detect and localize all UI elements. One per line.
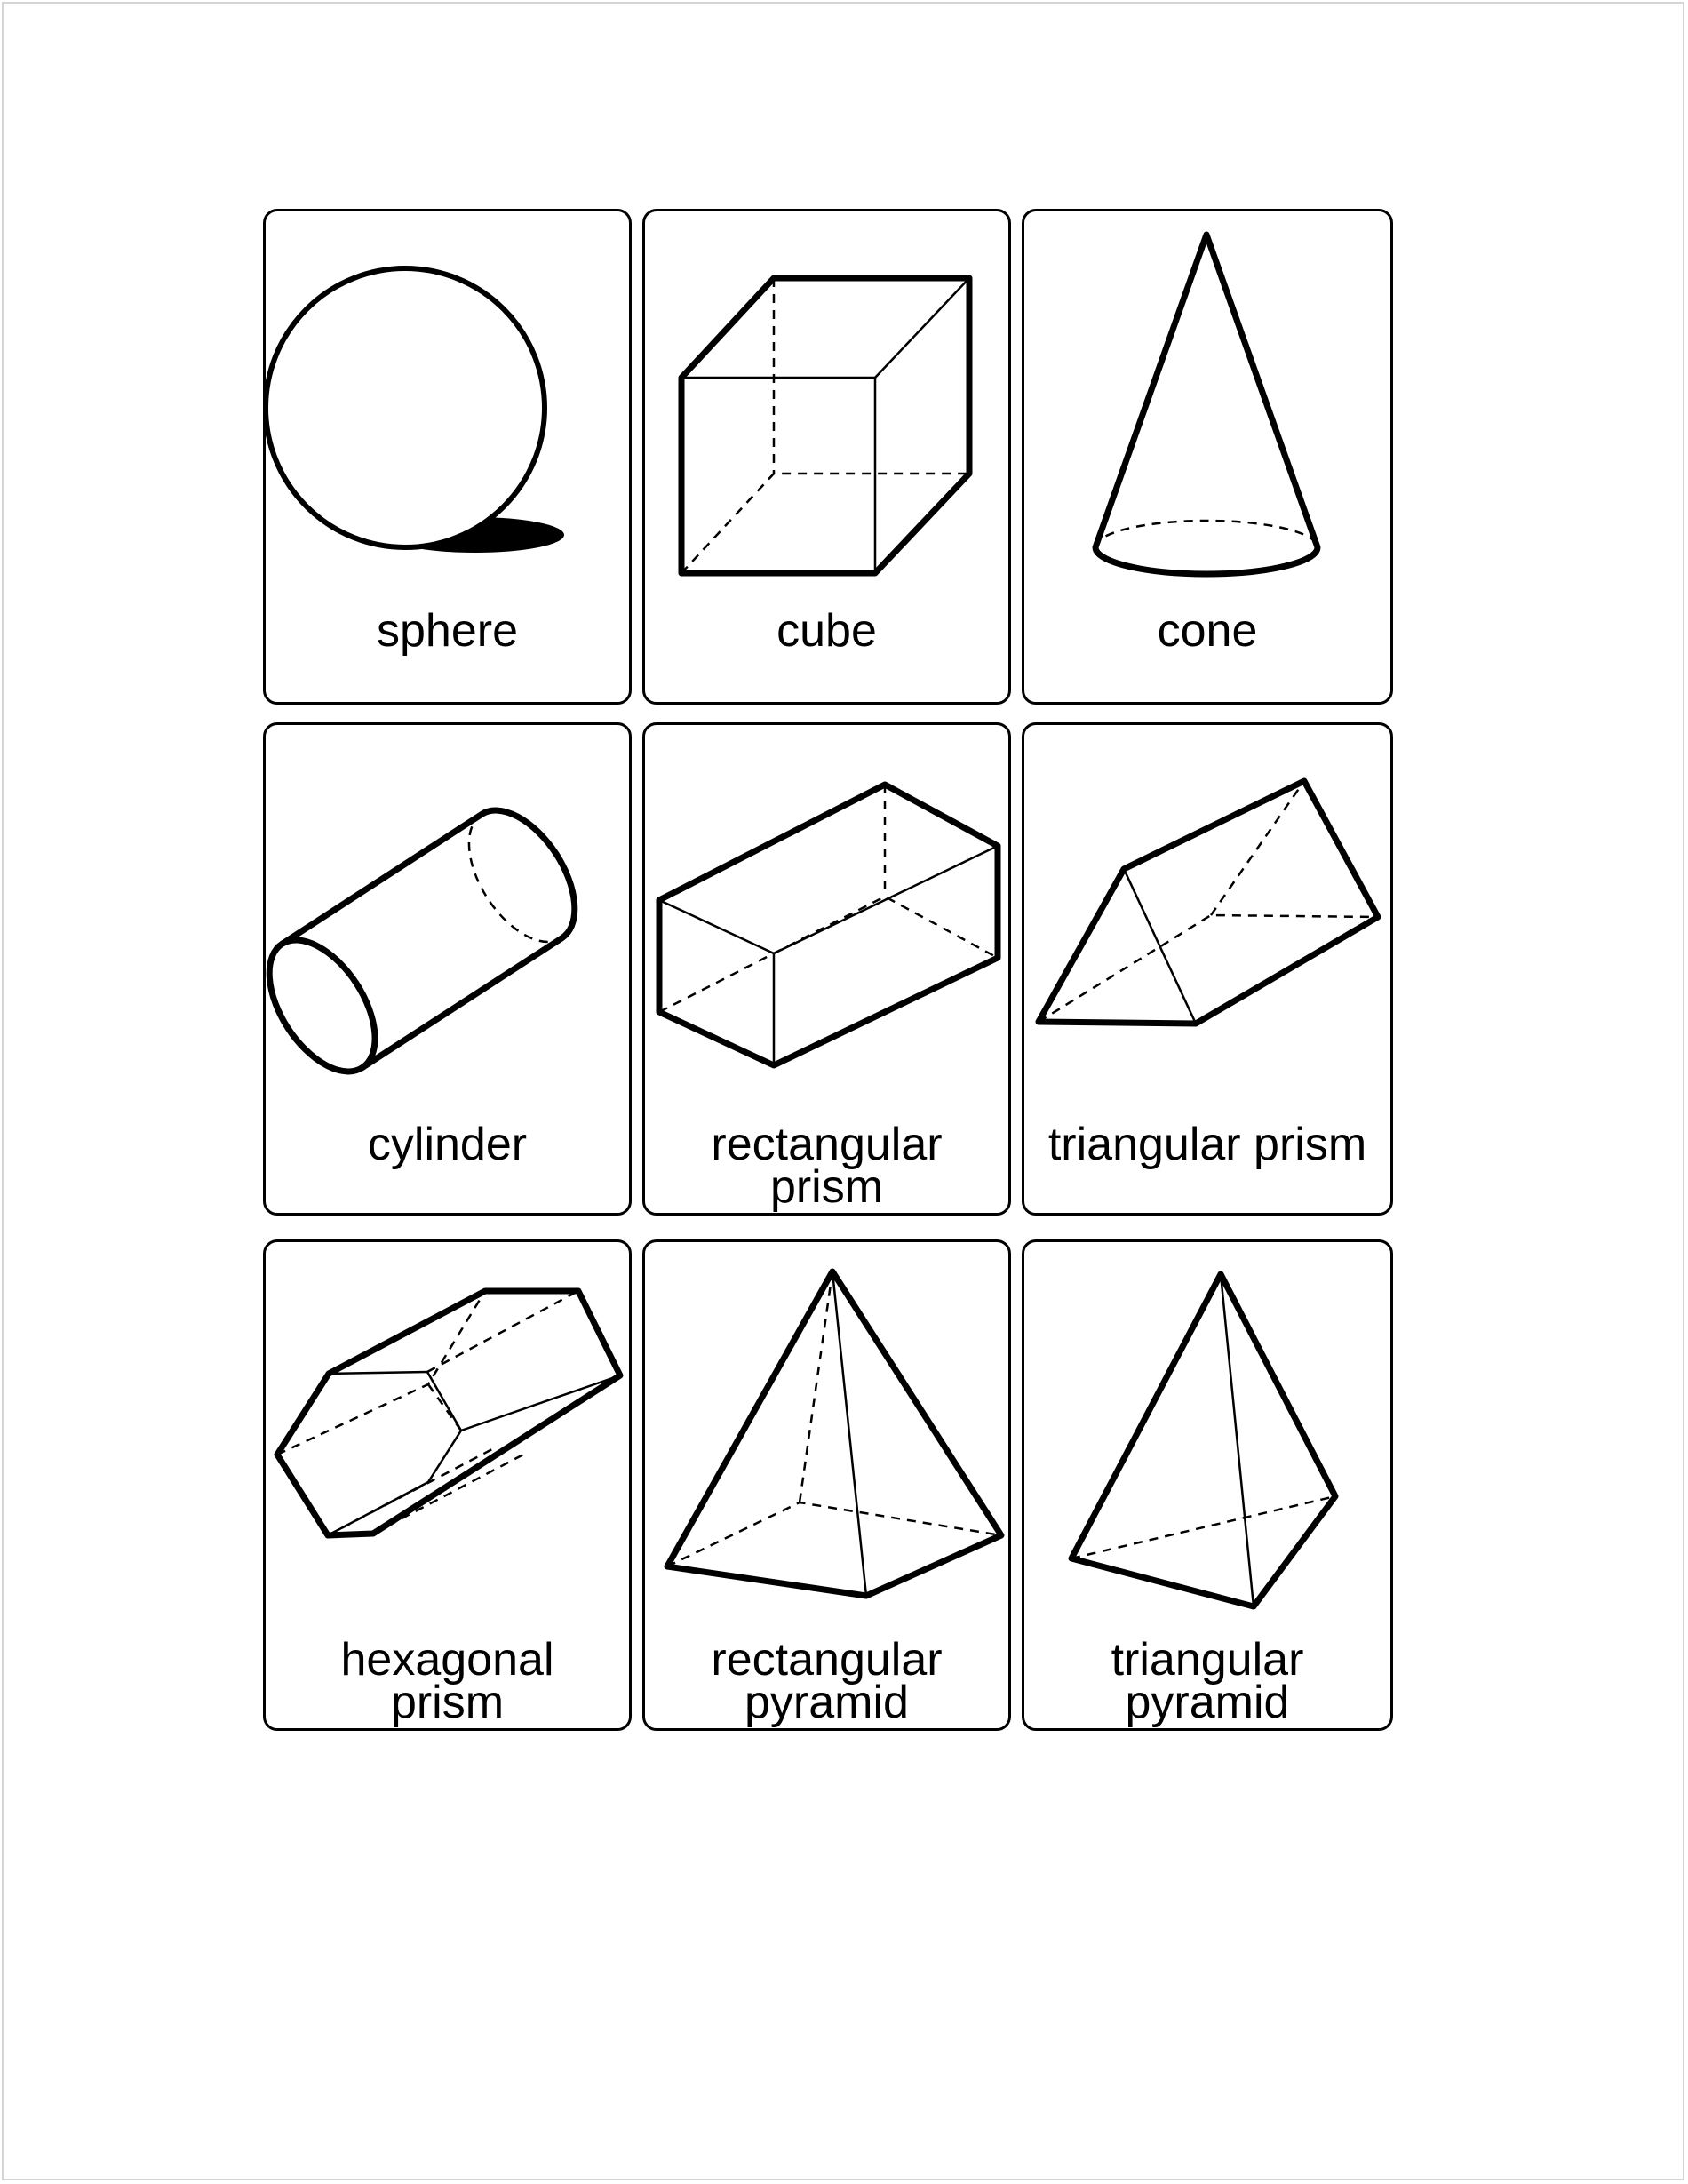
card-rectangular-pyramid	[642, 1239, 1011, 1731]
label-line: rectangular	[711, 1119, 943, 1170]
label-line: rectangular	[711, 1634, 943, 1686]
label-line: prism	[769, 1161, 884, 1213]
label-line: cylinder	[367, 1119, 528, 1170]
card-sphere	[263, 209, 632, 705]
card-label	[266, 1634, 629, 1728]
card-label	[266, 605, 629, 657]
card-hexagonal-prism	[263, 1239, 632, 1731]
card-label	[1024, 605, 1390, 657]
card-label	[266, 1119, 629, 1170]
label-line: triangular prism	[1047, 1119, 1367, 1170]
label-line: pyramid	[744, 1677, 909, 1728]
label-line: sphere	[377, 605, 518, 657]
card-cone	[1022, 209, 1393, 705]
card-cube	[642, 209, 1011, 705]
label-line: prism	[390, 1677, 505, 1728]
label-line: pyramid	[1125, 1677, 1290, 1728]
card-label	[1024, 1634, 1390, 1728]
card-cylinder	[263, 722, 632, 1216]
card-rectangular-prism	[642, 722, 1011, 1216]
card-label	[645, 1634, 1008, 1728]
card-triangular-prism	[1022, 722, 1393, 1216]
label-line: cone	[1157, 605, 1258, 657]
card-triangular-pyramid	[1022, 1239, 1393, 1731]
label-line: hexagonal	[340, 1634, 554, 1686]
label-line: cube	[776, 605, 877, 657]
card-label	[1024, 1119, 1390, 1170]
label-line: triangular	[1111, 1634, 1304, 1686]
card-label	[645, 605, 1008, 657]
card-label	[645, 1119, 1008, 1213]
